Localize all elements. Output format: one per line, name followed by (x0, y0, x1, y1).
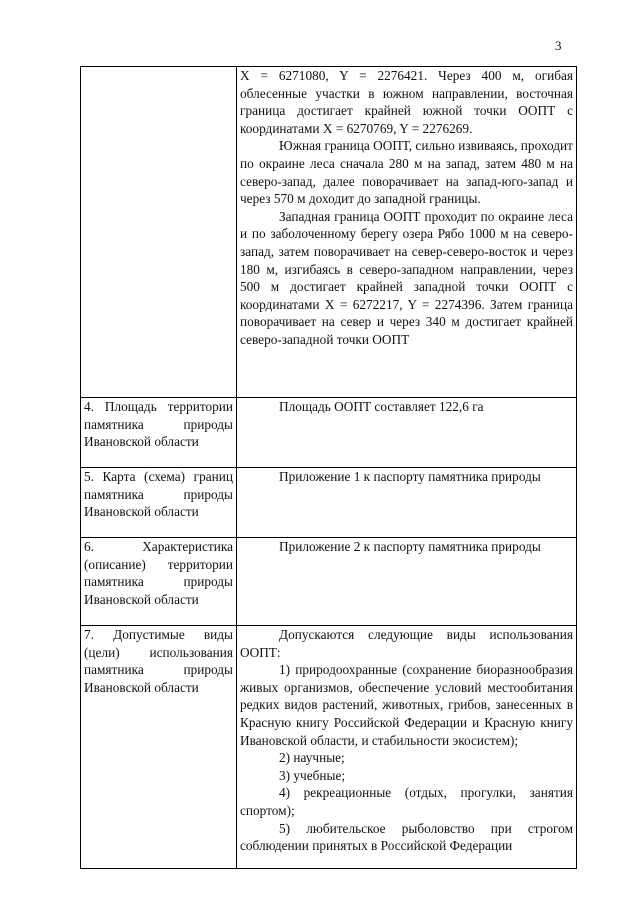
area-value: Площадь ООПТ составляет 122,6 га (279, 399, 484, 414)
passport-table (80, 66, 577, 869)
list-item: 1) природоохранные (сохранение биоразнообразия живых организмов, обеспечение условий местообитания редких видов растений, животных, грибов, занесенных в Красную книгу Российской Федерации и Красную книгу Ивановской области, и стабильности экосистем); (240, 662, 573, 748)
row-label-cell (81, 626, 237, 869)
row-label-cell (81, 67, 237, 398)
list-item: 2) научные; (279, 750, 345, 766)
usage-types-label: 7. Допустимые виды (цели) использования памятника природы Ивановской области (84, 627, 233, 695)
row-label-cell (81, 398, 237, 468)
usage-types-cell (237, 626, 577, 869)
table-row (81, 398, 577, 468)
characteristic-value-cell (237, 538, 577, 626)
table-row (81, 626, 577, 869)
row-label-cell (81, 538, 237, 626)
list-item: 3) учебные; (279, 767, 346, 783)
usage-intro: Допускаются следующие виды использования ООПТ: (240, 627, 573, 660)
table-row (81, 67, 577, 398)
page-number: 3 (555, 38, 562, 53)
south-boundary-paragraph: Южная граница ООПТ, сильно извиваясь, проходит по окраине леса сначала 280 м на запад, затем 480 м на северо-запад, далее поворачивает на запад-юго-запад и через 570 м доходит до западной границы. (240, 138, 573, 207)
list-item: 4) рекреационные (отдых, прогулки, занятия спортом); (240, 785, 573, 818)
characteristic-label: 6. Характеристика (описание) территории памятника природы Ивановской области (84, 539, 233, 607)
map-value-cell (237, 468, 577, 538)
map-value: Приложение 1 к паспорту памятника природы (279, 469, 541, 484)
boundary-description-cell (237, 67, 577, 398)
characteristic-value: Приложение 2 к паспорту памятника природы (279, 539, 541, 554)
area-label: 4. Площадь территории памятника природы Ивановской области (84, 399, 233, 450)
row-label-cell (81, 468, 237, 538)
area-value-cell (237, 398, 577, 468)
map-label: 5. Карта (схема) границ памятника природы Ивановской области (84, 469, 233, 520)
east-boundary-paragraph: X = 6271080, Y = 2276421. Через 400 м, огибая облесенные участки в южном направлении, восточная граница достигает крайней южной точки ООПТ с координатами X = 6270769, Y = 2276269. (240, 68, 573, 136)
table-row (81, 468, 577, 538)
list-item: 5) любительское рыболовство при строгом соблюдении принятых в Российской Федерации (240, 820, 573, 854)
west-boundary-paragraph: Западная граница ООПТ проходит по окраине леса и по заболоченному берегу озера Рябо 1000 м на северо-запад, затем поворачивает на север-северо-восток и через 180 м, изгибаясь в северо-западном направлении, через 500 м достигает крайней западной точки ООПТ с координатами X = 6272217, Y = 2274396. Затем граница поворачивает на север и через 340 м достигает крайней северо-западной точки ООПТ (240, 208, 573, 347)
table-row (81, 538, 577, 626)
